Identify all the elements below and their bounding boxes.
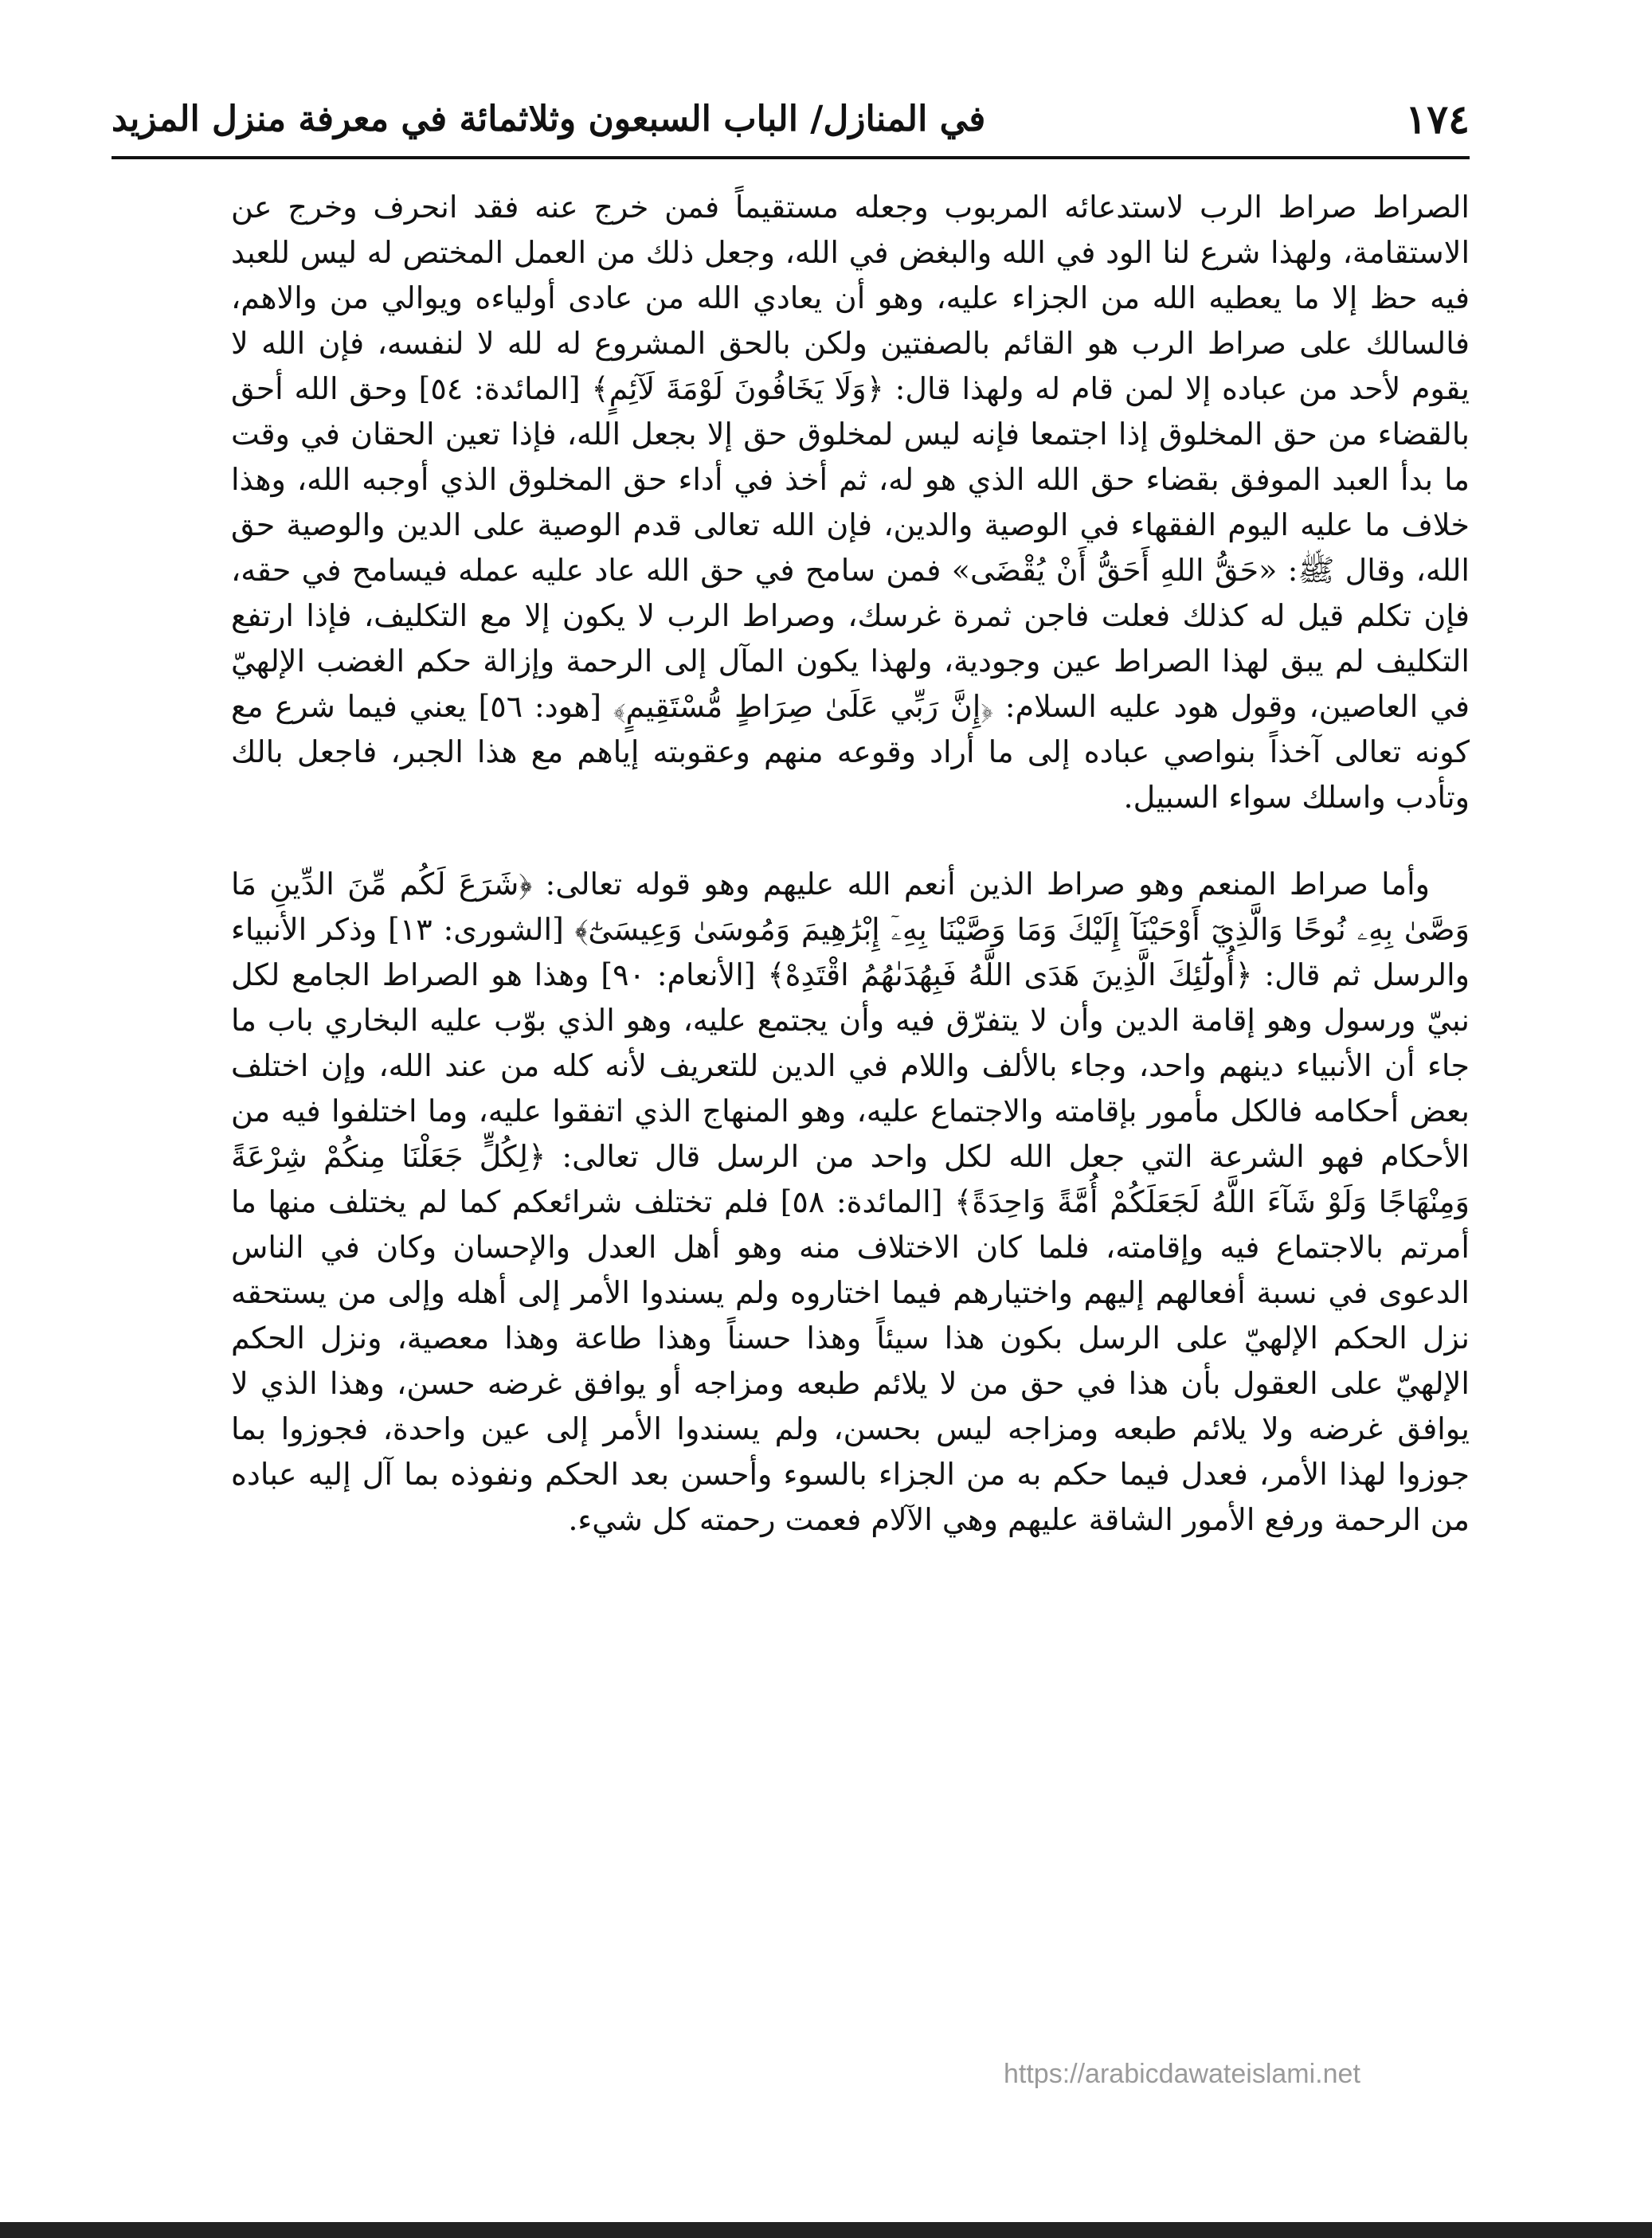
paragraph-2: وأما صراط المنعم وهو صراط الذين أنعم الله عليهم وهو قوله تعالى: ﴿شَرَعَ لَكُم مِّنَ الدِّينِ مَا وَصَّىٰ بِهِۦ نُوحًا وَالَّذِيٓ أَوْحَيْنَآ إِلَيْكَ وَمَا وَصَّيْنَا بِهِۦٓ إِبْرَٰهِيمَ وَمُوسَىٰ وَعِيسَىٰٓ﴾ [الشورى: ١٣] وذكر الأنبياء والرسل ثم قال: ﴿أُولَٰٓئِكَ الَّذِينَ هَدَى اللَّهُ فَبِهُدَىٰهُمُ اقْتَدِهْ﴾ [الأنعام: ٩٠] وهذا هو الصراط الجامع لكل نبيّ ورسول وهو إقامة الدين وأن لا يتفرّق فيه وأن يجتمع عليه، وهو الذي بوّب عليه البخاري باب ما جاء أن الأنبياء دينهم واحد، وجاء بالألف واللام في الدين للتعريف لأنه كله من عند الله، وإن اختلف بعض أحكامه فالكل مأمور بإقامته والاجتماع عليه، وهو المنهاج الذي اتفقوا عليه، وما اختلفوا فيه من الأحكام فهو الشرعة التي جعل الله لكل واحد من الرسل قال تعالى: ﴿لِكُلٍّ جَعَلْنَا مِنكُمْ شِرْعَةً وَمِنْهَاجًا وَلَوْ شَآءَ اللَّهُ لَجَعَلَكُمْ أُمَّةً وَاحِدَةً﴾ [المائدة: ٥٨] فلم تختلف شرائعكم كما لم يختلف منها ما أمرتم بالاجتماع فيه وإقامته، فلما كان الاختلاف منه وهو أهل العدل والإحسان وكان في الناس الدعوى في نسبة أفعالهم إليهم واختيارهم فيما اختاروه ولم يسندوا الأمر إلى أهله وإلى من يستحقه نزل الحكم الإلهيّ على الرسل بكون هذا سيئاً وهذا حسناً وهذا طاعة وهذا معصية، ونزل الحكم الإلهيّ على العقول بأن هذا في حق من لا يلائم طبعه ومزاجه أو يوافق غرضه حسن، وهذا الذي لا يوافق غرضه ولا يلائم طبعه ومزاجه ليس بحسن، ولم يسندوا الأمر إلى عين واحدة، فجوزوا بما جوزوا لهذا الأمر، فعدل فيما حكم به من الجزاء بالسوء وأحسن بعد الحكم ونفوذه بما آل إليه عباده من الرحمة ورفع الأمور الشاقة عليهم وهي الآلام فعمت رحمته كل شيء. bbox=[231, 867, 1470, 1537]
watermark-url: https://arabicdawateislami.net bbox=[1004, 2059, 1360, 2089]
scan-bottom-edge bbox=[0, 2222, 1652, 2238]
running-title: في المنازل/ الباب السبعون وثلاثمائة في معرفة منزل المزيد bbox=[112, 98, 986, 139]
header-divider bbox=[112, 156, 1470, 159]
paragraph-1: الصراط صراط الرب لاستدعائه المربوب وجعله مستقيماً فمن خرج عنه فقد انحرف وخرج عن الاستقامة، ولهذا شرع لنا الود في الله والبغض في الله، وجعل ذلك من العمل المختص له ليس للعبد فيه حظ إلا ما يعطيه الله من الجزاء عليه، وهو أن يعادي الله من عادى أولياءه ويوالي من والاهم، فالسالك على صراط الرب هو القائم بالصفتين ولكن بالحق المشروع له لله لا لنفسه، فإن الله لا يقوم لأحد من عباده إلا لمن قام له ولهذا قال: ﴿وَلَا يَخَافُونَ لَوْمَةَ لَآئِمٍ﴾ [المائدة: ٥٤] وحق الله أحق بالقضاء من حق المخلوق إذا اجتمعا فإنه ليس لمخلوق حق إلا بجعل الله، فإذا تعين الحقان في وقت ما بدأ العبد الموفق بقضاء حق الله الذي هو له، ثم أخذ في أداء حق المخلوق الذي أوجبه الله، وهذا خلاف ما عليه اليوم الفقهاء في الوصية والدين، فإن الله تعالى قدم الوصية على الدين والوصية حق الله، وقال ﷺ: «حَقُّ اللهِ أَحَقُّ أَنْ يُقْضَى» فمن سامح في حق الله عاد عليه عمله فيسامح في حقه، فإن تكلم قيل له كذلك فعلت فاجن ثمرة غرسك، وصراط الرب لا يكون إلا مع التكليف، فإذا ارتفع التكليف لم يبق لهذا الصراط عين وجودية، ولهذا يكون المآل إلى الرحمة وإزالة حكم الغضب الإلهيّ في العاصين، وقول هود عليه السلام: ﴿إِنَّ رَبِّي عَلَىٰ صِرَاطٍ مُّسْتَقِيمٍ﴾ [هود: ٥٦] يعني فيما شرع مع كونه تعالى آخذاً بنواصي عباده إلى ما أراد وقوعه منهم وعقوبته إياهم مع هذا الجبر، فاجعل بالك وتأدب واسلك سواء السبيل. bbox=[231, 190, 1470, 815]
page-number: ١٧٤ bbox=[1405, 95, 1470, 143]
main-text bbox=[231, 185, 1470, 1543]
page-header bbox=[112, 89, 1470, 148]
